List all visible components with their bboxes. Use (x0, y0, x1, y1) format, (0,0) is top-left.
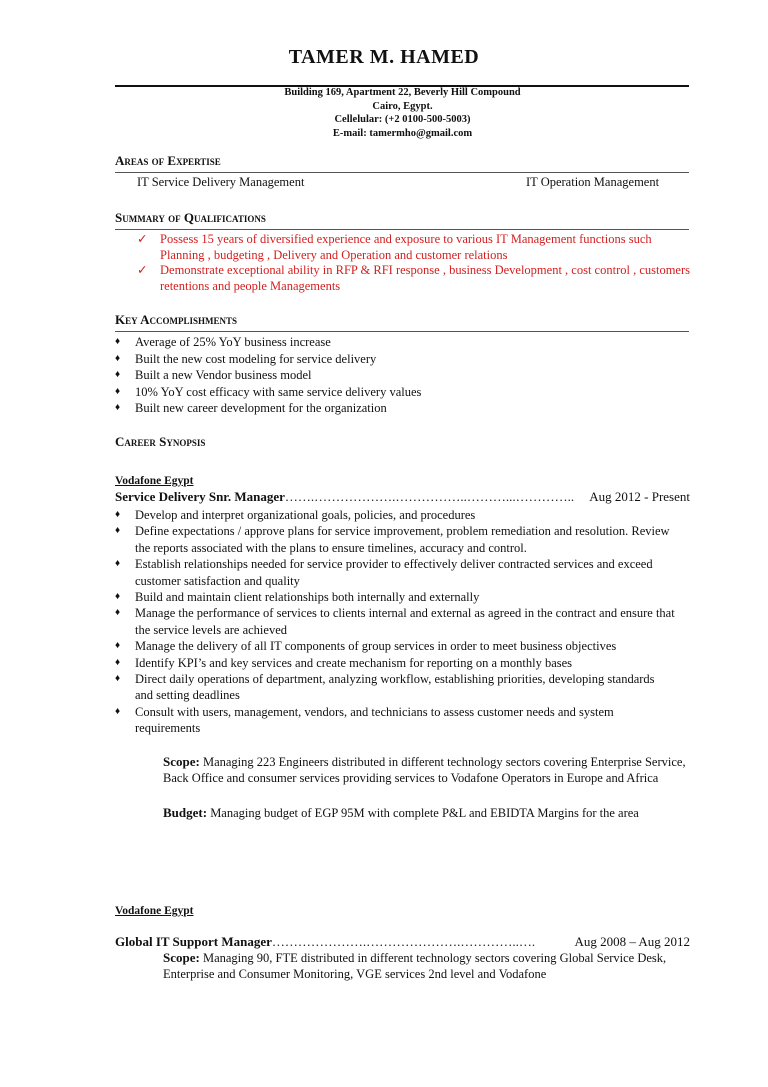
diamond-bullet-icon: ♦ (115, 558, 121, 570)
accomplishment-item: ♦ Built a new Vendor business model (115, 368, 312, 383)
duty-item: ♦ Direct daily operations of department, analyzing workflow, establishing priorities, developing standards and setting deadlines (115, 672, 655, 703)
expertise-item: IT Operation Management (526, 175, 660, 189)
job-title-line (115, 489, 690, 505)
diamond-bullet-icon: ♦ (115, 673, 121, 685)
summary-item: ✓ Possess 15 years of diversified experience and exposure to various IT Management functions such Planning , budgeting , Delivery and Operation and customer relations (137, 232, 652, 262)
duty-item: ♦ Consult with users, management, vendors, and technicians to assess customer needs and system requirements (115, 704, 614, 736)
duty-item: ♦ Manage the delivery of all IT components of group services in order to meet business objectives (115, 639, 617, 654)
diamond-bullet-icon: ♦ (115, 640, 121, 652)
budget-label: Budget: (163, 805, 208, 820)
scope-text: Managing 223 Engineers distributed in different technology sectors covering Enterprise Service, Back Office and consumer services providing services to Vodafone Operators in Europe and Africa (163, 755, 686, 785)
leader-dots: ………………….………………….…………..…. (271, 934, 536, 949)
diamond-bullet-icon: ♦ (115, 607, 121, 619)
contact-block (0, 86, 768, 140)
duty-item: ♦ Identify KPI’s and key services and create mechanism for reporting on a monthly bases (115, 655, 573, 670)
diamond-bullet-icon: ♦ (115, 509, 121, 520)
diamond-bullet-icon: ♦ (115, 352, 121, 364)
section-title-expertise: Areas of Expertise (115, 153, 221, 168)
duty-item: ♦ Build and maintain client relationships both internally and externally (115, 590, 480, 605)
leader-dots: …….……………….……………..………...………….. (284, 489, 575, 504)
budget-text: Managing budget of EGP 95M with complete P&L and EBIDTA Margins for the area (210, 806, 639, 820)
diamond-bullet-icon: ♦ (115, 656, 121, 668)
section-title-summary: Summary of Qualifications (115, 210, 266, 225)
diamond-bullet-icon: ♦ (115, 705, 121, 717)
summary-list (137, 232, 695, 294)
summary-item: ✓ Demonstrate exceptional ability in RFP & RFI response , business Development , cost control , customers retentions and people Managements (137, 263, 691, 293)
section-divider (115, 331, 689, 332)
duties-list (115, 507, 675, 737)
accomplishment-item: ♦ Built the new cost modeling for service delivery (115, 351, 377, 366)
scope-text: Managing 90, FTE distributed in different technology sectors covering Global Service Desk, Enterprise and Consumer Monitoring, VGE services 2nd level and Vodafone (163, 951, 667, 981)
scope-paragraph (163, 754, 693, 786)
job-dates: Aug 2008 – Aug 2012 (574, 934, 690, 949)
job-dates: Aug 2012 - Present (589, 489, 690, 504)
diamond-bullet-icon: ♦ (115, 402, 121, 414)
diamond-bullet-icon: ♦ (115, 336, 121, 347)
accomplishments-list (115, 334, 695, 417)
section-divider (115, 229, 689, 230)
job-title-line (115, 934, 690, 950)
diamond-bullet-icon: ♦ (115, 525, 121, 537)
section-title-career: Career Synopsis (115, 434, 206, 449)
checkmark-icon: ✓ (137, 232, 148, 246)
candidate-name: TAMER M. HAMED (288, 46, 480, 68)
duty-item: ♦ Establish relationships needed for service provider to effectively deliver contracted services and exceed customer satisfaction and quality (115, 557, 653, 588)
accomplishment-item: ♦ Average of 25% YoY business increase (115, 335, 331, 349)
section-divider (115, 172, 689, 173)
job-title: Service Delivery Snr. Manager (115, 489, 285, 504)
scope-label: Scope: (163, 754, 200, 769)
expertise-item: IT Service Delivery Management (137, 175, 305, 189)
accomplishment-item: ♦ 10% YoY cost efficacy with same service delivery values (115, 384, 422, 399)
section-title-accomplishments: Key Accomplishments (115, 312, 238, 327)
duty-item: ♦ Manage the performance of services to clients internal and external as agreed in the contract and ensure that the service levels are achieved (115, 606, 675, 637)
email: E-mail: tamermho@gmail.com (332, 127, 473, 139)
checkmark-icon: ✓ (137, 263, 148, 277)
diamond-bullet-icon: ♦ (115, 369, 121, 381)
company-name: Vodafone Egypt (115, 905, 194, 917)
address: Building 169, Apartment 22, Beverly Hill Compound (284, 87, 521, 98)
diamond-bullet-icon: ♦ (115, 591, 121, 603)
job-title: Global IT Support Manager (115, 934, 272, 949)
budget-paragraph (163, 805, 703, 821)
scope-paragraph (163, 950, 693, 982)
phone: Cellelular: (+2 0100-500-5003) (334, 114, 471, 125)
company-name: Vodafone Egypt (115, 475, 194, 487)
duty-item: ♦ Define expectations / approve plans for service improvement, problem remediation and resolution. Review the reports associated with the plans to ensure timelines, accuracy and control. (115, 524, 670, 555)
duty-item: ♦ Develop and interpret organizational goals, policies, and procedures (115, 508, 476, 522)
scope-label: Scope: (163, 950, 200, 965)
diamond-bullet-icon: ♦ (115, 385, 121, 397)
accomplishment-item: ♦ Built new career development for the organization (115, 401, 387, 416)
city: Cairo, Egypt. (372, 100, 433, 112)
